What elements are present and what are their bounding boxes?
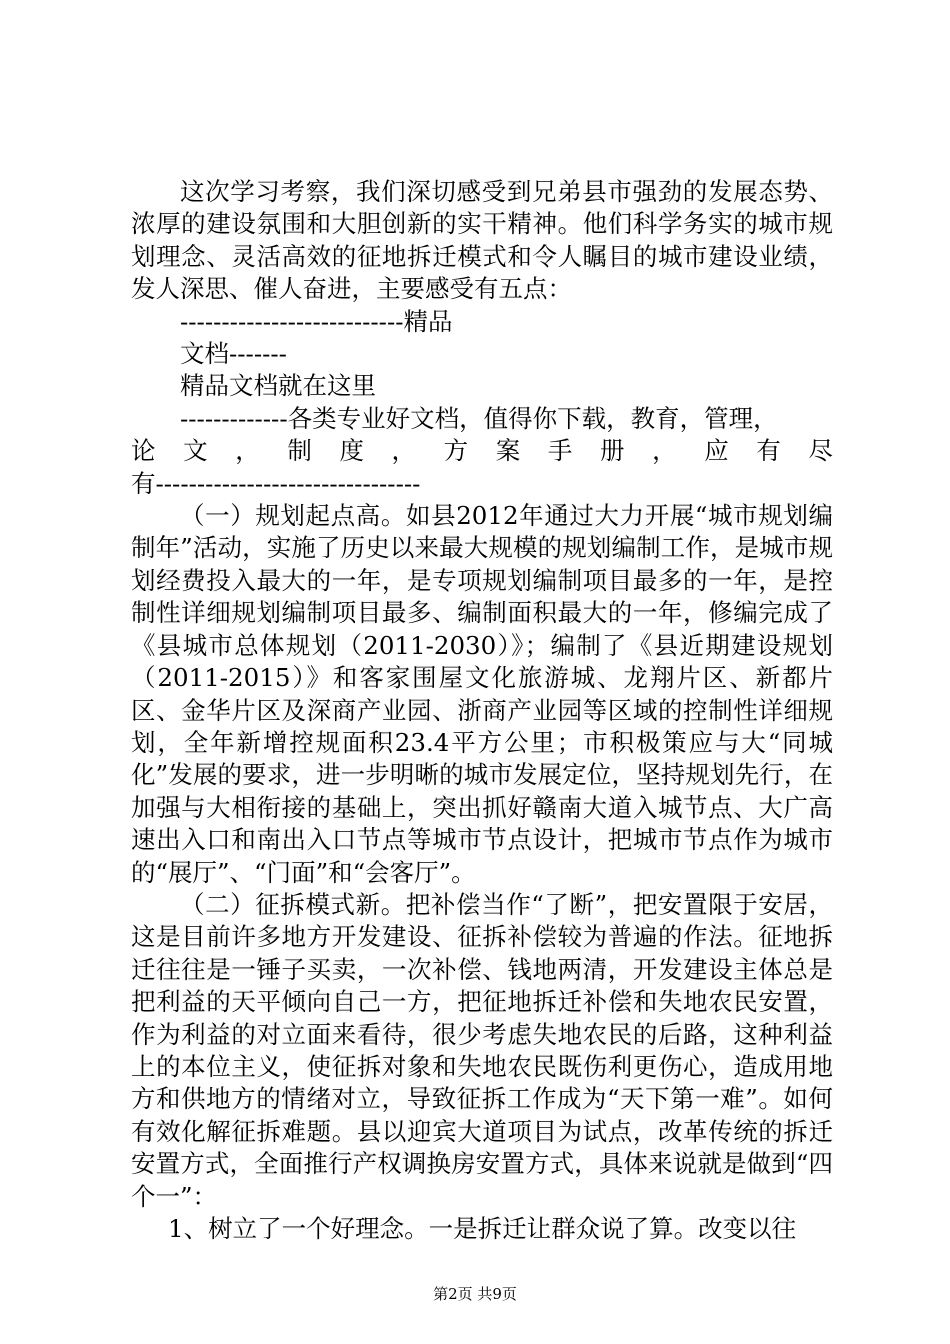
- promo-word: 案: [495, 436, 521, 466]
- promo-word: ，: [235, 436, 260, 466]
- page-footer: 第2页 共9页: [433, 1285, 517, 1303]
- promo-line-3: 精品文档就在这里: [180, 371, 376, 401]
- promo-line-6: 有--------------------------------: [131, 468, 421, 498]
- section-2-paragraph: （二）征拆模式新。把补偿当作“了断”，把安置限于安居，这是目前许多地方开发建设、征拆补偿较为普遍的作法。征地拆迁往往是一锤子买卖，一次补偿、钱地两清，开发建设主体总是把利益的天平倾向自己一方，把征地拆迁补偿和失地农民安置，作为利益的对立面来看待，很少考虑失地农民的后路，这种利益上的本位主义，使征拆对象和失地农民既伤利更伤心，造成用地方和供地方的情绪对立，导致征拆工作成为“天下第一难”。如何有效化解征拆难题。县以迎宾大道项目为试点，改革传统的拆迁安置方式，全面推行产权调换房安置方式，具体来说就是做到“四个一”：: [131, 889, 833, 1211]
- promo-word: 文: [183, 436, 208, 466]
- promo-word: 论: [131, 436, 156, 466]
- item-1-paragraph: 1、树立了一个好理念。一是拆迁让群众说了算。改变以往: [168, 1214, 797, 1243]
- promo-word: 度: [339, 436, 364, 466]
- promo-word: 有: [756, 436, 781, 466]
- promo-word: ，: [391, 436, 417, 466]
- promo-word: 册: [599, 436, 625, 466]
- section-1-paragraph: （一）规划起点高。如县2012年通过大力开展“城市规划编制年”活动，实施了历史以来最大规模的规划编制工作，是城市规划经费投入最大的一年，是专项规划编制项目最多的一年，是控制性详细规划编制项目最多、编制面积最大的一年，修编完成了《县城市总体规划（2011-2030）》；编制了《县近期建设规划（2011-2015）》和客家围屋文化旅游城、龙翔片区、新都片区、金华片区及深商产业园、浙商产业园等区域的控制性详细规划，全年新增控规面积23.4平方公里；市积极策应与大“同城化”发展的要求，进一步明晰的城市发展定位，坚持规划先行，在加强与大相衔接的基础上，突出抓好赣南大道入城节点、大广高速出入口和南出入口节点等城市节点设计，把城市节点作为城市的“展厅”、“门面”和“会客厅”。: [131, 501, 833, 887]
- promo-word: 方: [443, 436, 469, 466]
- promo-word: 制: [287, 436, 312, 466]
- promo-word: 应: [704, 436, 729, 466]
- promo-word: 尽: [808, 436, 833, 466]
- promo-line-1: ---------------------------精品: [180, 306, 453, 336]
- promo-word: 手: [547, 436, 573, 466]
- promo-line-5: [131, 435, 833, 467]
- promo-line-2: 文档-------: [180, 339, 287, 369]
- promo-line-4: -------------各类专业好文档，值得你下载，教育，管理，: [180, 403, 778, 433]
- document-body: [131, 176, 833, 1245]
- intro-paragraph: 这次学习考察，我们深切感受到兄弟县市强劲的发展态势、浓厚的建设氛围和大胆创新的实干精神。他们科学务实的城市规划理念、灵活高效的征地拆迁模式和令人瞩目的城市建设业绩，发人深思、催人奋进，主要感受有五点：: [131, 177, 833, 304]
- promo-word: ，: [652, 436, 677, 466]
